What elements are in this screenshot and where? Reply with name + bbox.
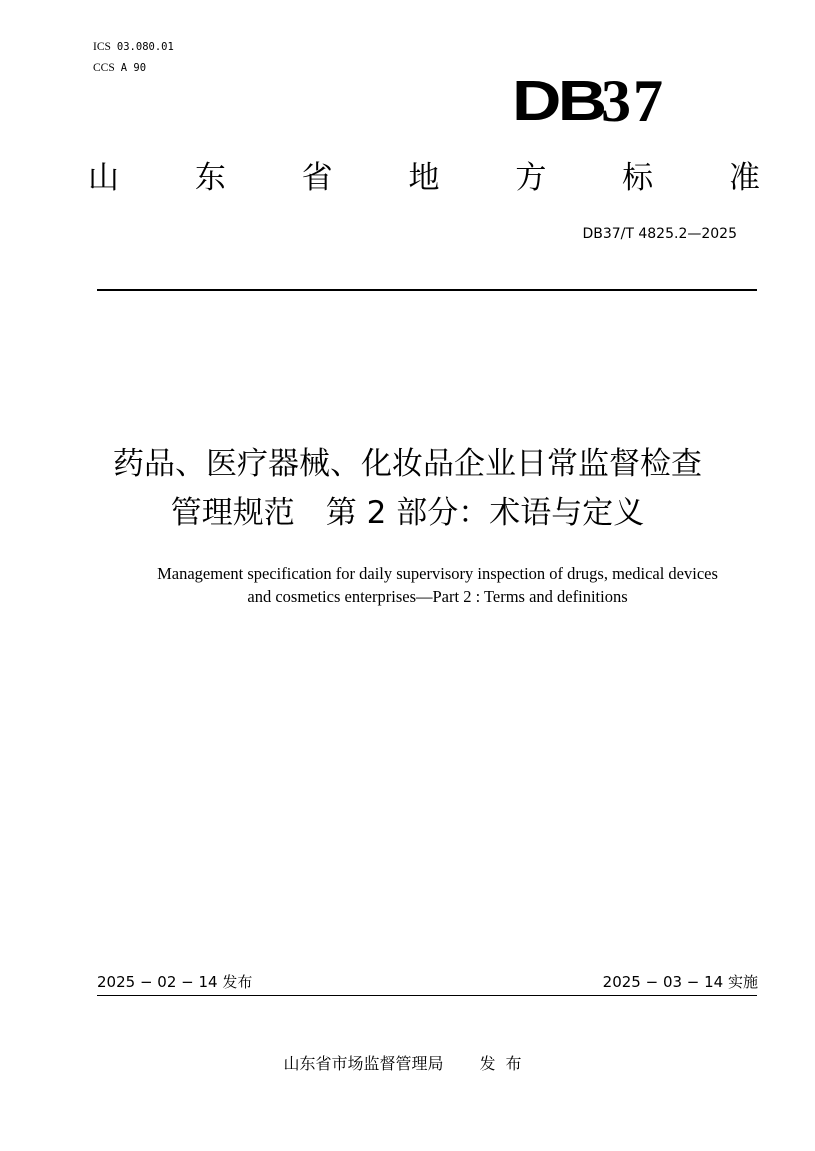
standard-type-char: 地 [408,160,440,196]
ccs-label: CCS [93,62,115,74]
standard-type-char: 准 [728,160,760,196]
standard-type-char: 方 [515,160,547,196]
db-logo-letters: DB [512,69,604,133]
implementation-date: 2025 − 03 − 14 实施 [602,973,758,991]
publisher-line [0,1052,815,1076]
standard-type-char: 山 [88,160,119,196]
db37-logo [512,68,702,134]
standard-type-char: 省 [301,160,333,196]
ics-label: ICS [93,41,111,53]
publisher-action: 发布 [479,1054,532,1073]
bottom-divider [97,995,757,996]
ccs-code: A 90 [120,62,147,74]
top-divider [97,289,757,291]
english-title-line-1: Management specification for daily supervisory inspection of drugs, medical devices [157,564,718,583]
standard-type-char: 标 [622,160,654,196]
publisher-name: 山东省市场监督管理局 [283,1054,444,1073]
chinese-title-line-1: 药品、医疗器械、化妆品企业日常监督检查 [113,446,702,482]
chinese-title-line-2: 管理规范 第 2 部分：术语与定义 [170,495,645,531]
english-title [60,562,815,608]
ics-code: 03.080.01 [116,41,174,53]
standard-type-char: 东 [194,160,226,196]
ics-classification [93,40,174,54]
db-logo-number: 37 [601,68,665,134]
ccs-classification [93,61,146,75]
standard-type-heading [88,152,760,204]
issue-date: 2025 − 02 − 14 发布 [97,973,253,991]
english-title-line-2: and cosmetics enterprises—Part 2 : Terms and definitions [247,587,628,606]
standard-number: DB37/T 4825.2—2025 [582,226,737,242]
chinese-title [60,440,755,538]
